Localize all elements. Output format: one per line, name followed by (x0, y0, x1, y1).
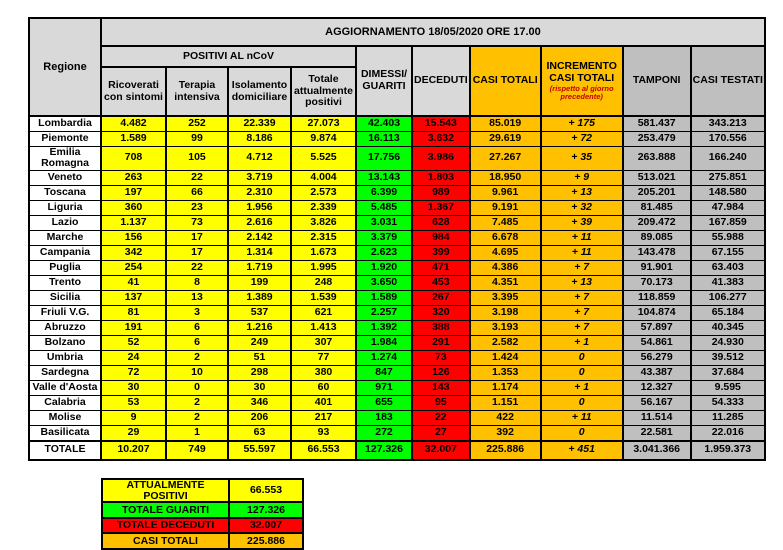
cell-dimessi-guariti: 2.623 (356, 246, 412, 261)
cell-dimessi-guariti: 1.274 (356, 351, 412, 366)
cell-totale-positivi: 380 (291, 366, 356, 381)
cell-casi-totali: 3.193 (470, 321, 541, 336)
cell-tamponi: 513.021 (623, 171, 691, 186)
cell-isolamento: 2.142 (228, 231, 291, 246)
cell-deceduti: 22 (412, 411, 470, 426)
header-casi-totali: CASI TOTALI (470, 46, 541, 116)
cell-tamponi: 54.861 (623, 336, 691, 351)
cell-casi-testati: 47.984 (691, 201, 765, 216)
cell-dimessi-guariti: 13.143 (356, 171, 412, 186)
cell-region: Abruzzo (29, 321, 101, 336)
cell-tamponi: 89.085 (623, 231, 691, 246)
totale-row (29, 441, 765, 460)
cell-incremento: + 72 (541, 131, 623, 146)
cell-tamponi: 209.472 (623, 216, 691, 231)
header-isolamento: Isolamento domiciliare (228, 67, 291, 116)
cell-incremento: + 13 (541, 186, 623, 201)
cell-incremento: + 35 (541, 146, 623, 171)
table-row (29, 216, 765, 231)
cell-incremento: + 451 (541, 441, 623, 460)
cell-isolamento: 51 (228, 351, 291, 366)
header-incremento-note: (rispetto al giorno precedente) (549, 83, 614, 101)
cell-totale-positivi: 4.004 (291, 171, 356, 186)
cell-region: Piemonte (29, 131, 101, 146)
cell-dimessi-guariti: 655 (356, 396, 412, 411)
covid-regions-table (28, 17, 766, 461)
cell-casi-testati: 41.383 (691, 276, 765, 291)
cell-ricoverati: 360 (101, 201, 166, 216)
cell-terapia-intensiva: 66 (166, 186, 228, 201)
cell-totale-positivi: 66.553 (291, 441, 356, 460)
cell-ricoverati: 1.589 (101, 131, 166, 146)
cell-isolamento: 3.719 (228, 171, 291, 186)
summary-row (102, 533, 303, 549)
cell-deceduti: 32.007 (412, 441, 470, 460)
cell-casi-testati: 37.684 (691, 366, 765, 381)
cell-tamponi: 143.478 (623, 246, 691, 261)
cell-casi-totali: 27.267 (470, 146, 541, 171)
cell-totale-positivi: 217 (291, 411, 356, 426)
cell-casi-totali: 4.351 (470, 276, 541, 291)
cell-region: Molise (29, 411, 101, 426)
cell-deceduti: 453 (412, 276, 470, 291)
table-row (29, 171, 765, 186)
cell-dimessi-guariti: 42.403 (356, 116, 412, 131)
cell-tamponi: 12.327 (623, 381, 691, 396)
table-row (29, 366, 765, 381)
cell-terapia-intensiva: 99 (166, 131, 228, 146)
cell-dimessi-guariti: 17.756 (356, 146, 412, 171)
header-group-positivi: POSITIVI AL nCoV (101, 46, 356, 67)
summary-value: 66.553 (229, 479, 303, 502)
cell-incremento: 0 (541, 396, 623, 411)
cell-terapia-intensiva: 22 (166, 261, 228, 276)
cell-incremento: + 32 (541, 201, 623, 216)
cell-casi-testati: 54.333 (691, 396, 765, 411)
cell-isolamento: 249 (228, 336, 291, 351)
cell-deceduti: 3.632 (412, 131, 470, 146)
cell-ricoverati: 24 (101, 351, 166, 366)
cell-isolamento: 1.314 (228, 246, 291, 261)
cell-region: Lazio (29, 216, 101, 231)
cell-ricoverati: 191 (101, 321, 166, 336)
cell-casi-testati: 55.988 (691, 231, 765, 246)
table-row (29, 381, 765, 396)
cell-casi-totali: 6.678 (470, 231, 541, 246)
cell-tamponi: 70.173 (623, 276, 691, 291)
cell-totale-positivi: 1.413 (291, 321, 356, 336)
table-row (29, 396, 765, 411)
cell-isolamento: 1.956 (228, 201, 291, 216)
cell-casi-testati: 170.556 (691, 131, 765, 146)
cell-casi-totali: 9.961 (470, 186, 541, 201)
cell-deceduti: 320 (412, 306, 470, 321)
cell-dimessi-guariti: 6.399 (356, 186, 412, 201)
cell-incremento: + 9 (541, 171, 623, 186)
cell-dimessi-guariti: 183 (356, 411, 412, 426)
cell-dimessi-guariti: 272 (356, 426, 412, 441)
cell-totale-positivi: 1.673 (291, 246, 356, 261)
cell-ricoverati: 708 (101, 146, 166, 171)
table-row (29, 351, 765, 366)
cell-totale-positivi: 307 (291, 336, 356, 351)
cell-totale-positivi: 2.339 (291, 201, 356, 216)
cell-tamponi: 3.041.366 (623, 441, 691, 460)
cell-ricoverati: 9 (101, 411, 166, 426)
cell-casi-totali: 1.174 (470, 381, 541, 396)
cell-casi-totali: 3.395 (470, 291, 541, 306)
cell-tamponi: 57.897 (623, 321, 691, 336)
table-row (29, 116, 765, 131)
cell-totale-positivi: 60 (291, 381, 356, 396)
cell-tamponi: 118.859 (623, 291, 691, 306)
cell-casi-totali: 2.582 (470, 336, 541, 351)
cell-deceduti: 267 (412, 291, 470, 306)
table-row (29, 261, 765, 276)
cell-dimessi-guariti: 5.485 (356, 201, 412, 216)
summary-label: CASI TOTALI (102, 533, 229, 549)
cell-casi-testati: 67.155 (691, 246, 765, 261)
cell-terapia-intensiva: 8 (166, 276, 228, 291)
cell-incremento: 0 (541, 366, 623, 381)
cell-totale-positivi: 2.573 (291, 186, 356, 201)
header-ricoverati: Ricoverati con sintomi (101, 67, 166, 116)
cell-tamponi: 91.901 (623, 261, 691, 276)
cell-tamponi: 81.485 (623, 201, 691, 216)
cell-ricoverati: 254 (101, 261, 166, 276)
cell-terapia-intensiva: 6 (166, 321, 228, 336)
cell-ricoverati: 41 (101, 276, 166, 291)
cell-deceduti: 399 (412, 246, 470, 261)
cell-tamponi: 263.888 (623, 146, 691, 171)
cell-casi-testati: 167.859 (691, 216, 765, 231)
cell-ricoverati: 72 (101, 366, 166, 381)
cell-terapia-intensiva: 2 (166, 411, 228, 426)
cell-totale-positivi: 2.315 (291, 231, 356, 246)
summary-row (102, 502, 303, 518)
cell-isolamento: 1.389 (228, 291, 291, 306)
cell-tamponi: 22.581 (623, 426, 691, 441)
table-row (29, 426, 765, 441)
cell-deceduti: 984 (412, 231, 470, 246)
cell-deceduti: 628 (412, 216, 470, 231)
cell-totale-positivi: 5.525 (291, 146, 356, 171)
cell-deceduti: 989 (412, 186, 470, 201)
cell-incremento: + 175 (541, 116, 623, 131)
cell-region: Valle d'Aosta (29, 381, 101, 396)
cell-casi-testati: 63.403 (691, 261, 765, 276)
cell-terapia-intensiva: 73 (166, 216, 228, 231)
header-incremento (541, 46, 623, 116)
cell-totale-positivi: 3.826 (291, 216, 356, 231)
cell-isolamento: 22.339 (228, 116, 291, 131)
cell-totale-positivi: 1.539 (291, 291, 356, 306)
cell-casi-testati: 9.595 (691, 381, 765, 396)
cell-region: Campania (29, 246, 101, 261)
cell-isolamento: 55.597 (228, 441, 291, 460)
cell-region: Calabria (29, 396, 101, 411)
table-row (29, 146, 765, 171)
cell-region: Friuli V.G. (29, 306, 101, 321)
cell-tamponi: 56.279 (623, 351, 691, 366)
cell-dimessi-guariti: 2.257 (356, 306, 412, 321)
cell-deceduti: 3.986 (412, 146, 470, 171)
cell-casi-totali: 1.424 (470, 351, 541, 366)
cell-incremento: 0 (541, 351, 623, 366)
cell-casi-totali: 3.198 (470, 306, 541, 321)
header-terapia-intensiva: Terapia intensiva (166, 67, 228, 116)
table-row (29, 411, 765, 426)
cell-deceduti: 126 (412, 366, 470, 381)
cell-terapia-intensiva: 17 (166, 246, 228, 261)
cell-region: Puglia (29, 261, 101, 276)
cell-casi-totali: 392 (470, 426, 541, 441)
cell-terapia-intensiva: 0 (166, 381, 228, 396)
cell-isolamento: 346 (228, 396, 291, 411)
cell-deceduti: 471 (412, 261, 470, 276)
cell-isolamento: 8.186 (228, 131, 291, 146)
header-regione: Regione (29, 18, 101, 116)
cell-isolamento: 4.712 (228, 146, 291, 171)
table-row (29, 246, 765, 261)
cell-region: Bolzano (29, 336, 101, 351)
cell-deceduti: 291 (412, 336, 470, 351)
summary-body (102, 479, 303, 549)
cell-casi-testati: 11.285 (691, 411, 765, 426)
cell-deceduti: 95 (412, 396, 470, 411)
cell-casi-totali: 4.386 (470, 261, 541, 276)
cell-deceduti: 27 (412, 426, 470, 441)
summary-label: TOTALE GUARITI (102, 502, 229, 518)
cell-terapia-intensiva: 13 (166, 291, 228, 306)
table-row (29, 231, 765, 246)
cell-casi-testati: 65.184 (691, 306, 765, 321)
cell-region: Liguria (29, 201, 101, 216)
cell-deceduti: 1.803 (412, 171, 470, 186)
cell-incremento: + 7 (541, 291, 623, 306)
cell-terapia-intensiva: 105 (166, 146, 228, 171)
cell-dimessi-guariti: 1.984 (356, 336, 412, 351)
cell-totale-positivi: 621 (291, 306, 356, 321)
cell-incremento: + 7 (541, 321, 623, 336)
cell-totale-positivi: 248 (291, 276, 356, 291)
cell-deceduti: 388 (412, 321, 470, 336)
cell-terapia-intensiva: 252 (166, 116, 228, 131)
cell-terapia-intensiva: 17 (166, 231, 228, 246)
header-casi-testati: CASI TESTATI (691, 46, 765, 116)
summary-value: 127.326 (229, 502, 303, 518)
cell-casi-testati: 343.213 (691, 116, 765, 131)
cell-tamponi: 253.479 (623, 131, 691, 146)
header-deceduti: DECEDUTI (412, 46, 470, 116)
cell-isolamento: 2.616 (228, 216, 291, 231)
cell-ricoverati: 263 (101, 171, 166, 186)
cell-region: Marche (29, 231, 101, 246)
cell-isolamento: 537 (228, 306, 291, 321)
cell-casi-totali: 4.695 (470, 246, 541, 261)
summary-value: 225.886 (229, 533, 303, 549)
cell-incremento: + 11 (541, 411, 623, 426)
table-row (29, 186, 765, 201)
cell-dimessi-guariti: 1.589 (356, 291, 412, 306)
cell-dimessi-guariti: 3.379 (356, 231, 412, 246)
cell-terapia-intensiva: 2 (166, 396, 228, 411)
cell-tamponi: 205.201 (623, 186, 691, 201)
cell-isolamento: 30 (228, 381, 291, 396)
summary-label: TOTALE DECEDUTI (102, 518, 229, 534)
cell-isolamento: 298 (228, 366, 291, 381)
cell-casi-testati: 148.580 (691, 186, 765, 201)
cell-casi-totali: 1.151 (470, 396, 541, 411)
cell-ricoverati: 156 (101, 231, 166, 246)
cell-terapia-intensiva: 23 (166, 201, 228, 216)
cell-isolamento: 199 (228, 276, 291, 291)
table-row (29, 131, 765, 146)
cell-dimessi-guariti: 1.392 (356, 321, 412, 336)
header-tamponi: TAMPONI (623, 46, 691, 116)
cell-region: Emilia Romagna (29, 146, 101, 171)
cell-casi-totali: 1.353 (470, 366, 541, 381)
cell-incremento: + 1 (541, 336, 623, 351)
cell-totale-positivi: 93 (291, 426, 356, 441)
cell-totale-positivi: 401 (291, 396, 356, 411)
cell-tamponi: 11.514 (623, 411, 691, 426)
cell-incremento: + 13 (541, 276, 623, 291)
cell-casi-totali: 85.019 (470, 116, 541, 131)
cell-isolamento: 206 (228, 411, 291, 426)
cell-ricoverati: 52 (101, 336, 166, 351)
cell-terapia-intensiva: 22 (166, 171, 228, 186)
cell-ricoverati: 30 (101, 381, 166, 396)
table-row (29, 336, 765, 351)
header-dimessi-guariti: DIMESSI/ GUARITI (356, 46, 412, 116)
cell-totale-positivi: 77 (291, 351, 356, 366)
cell-dimessi-guariti: 16.113 (356, 131, 412, 146)
cell-deceduti: 143 (412, 381, 470, 396)
cell-casi-totali: 29.619 (470, 131, 541, 146)
summary-row (102, 479, 303, 502)
cell-casi-testati: 106.277 (691, 291, 765, 306)
cell-ricoverati: 10.207 (101, 441, 166, 460)
cell-casi-testati: 24.930 (691, 336, 765, 351)
cell-terapia-intensiva: 749 (166, 441, 228, 460)
cell-casi-totali: 422 (470, 411, 541, 426)
cell-region: Toscana (29, 186, 101, 201)
cell-region: Trento (29, 276, 101, 291)
table-row (29, 321, 765, 336)
table-body (29, 116, 765, 460)
cell-ricoverati: 29 (101, 426, 166, 441)
cell-casi-testati: 166.240 (691, 146, 765, 171)
table-row (29, 306, 765, 321)
cell-region: Umbria (29, 351, 101, 366)
cell-dimessi-guariti: 3.650 (356, 276, 412, 291)
cell-ricoverati: 137 (101, 291, 166, 306)
cell-terapia-intensiva: 3 (166, 306, 228, 321)
cell-ricoverati: 53 (101, 396, 166, 411)
table-row (29, 291, 765, 306)
cell-region: Lombardia (29, 116, 101, 131)
cell-isolamento: 1.719 (228, 261, 291, 276)
summary-row (102, 518, 303, 534)
cell-tamponi: 581.437 (623, 116, 691, 131)
cell-incremento: + 11 (541, 246, 623, 261)
cell-incremento: + 11 (541, 231, 623, 246)
cell-terapia-intensiva: 1 (166, 426, 228, 441)
cell-terapia-intensiva: 10 (166, 366, 228, 381)
summary-value: 32.007 (229, 518, 303, 534)
cell-deceduti: 15.543 (412, 116, 470, 131)
cell-ricoverati: 4.482 (101, 116, 166, 131)
cell-region: TOTALE (29, 441, 101, 460)
cell-ricoverati: 197 (101, 186, 166, 201)
cell-region: Sicilia (29, 291, 101, 306)
cell-dimessi-guariti: 971 (356, 381, 412, 396)
cell-terapia-intensiva: 6 (166, 336, 228, 351)
cell-tamponi: 104.874 (623, 306, 691, 321)
cell-casi-testati: 40.345 (691, 321, 765, 336)
cell-casi-totali: 9.191 (470, 201, 541, 216)
cell-incremento: + 7 (541, 306, 623, 321)
cell-casi-testati: 275.851 (691, 171, 765, 186)
cell-casi-totali: 18.950 (470, 171, 541, 186)
cell-totale-positivi: 1.995 (291, 261, 356, 276)
cell-totale-positivi: 27.073 (291, 116, 356, 131)
cell-dimessi-guariti: 847 (356, 366, 412, 381)
table-title: AGGIORNAMENTO 18/05/2020 ORE 17.00 (101, 18, 765, 46)
cell-casi-testati: 1.959.373 (691, 441, 765, 460)
cell-casi-totali: 225.886 (470, 441, 541, 460)
table-row (29, 276, 765, 291)
cell-dimessi-guariti: 1.920 (356, 261, 412, 276)
cell-deceduti: 73 (412, 351, 470, 366)
cell-dimessi-guariti: 127.326 (356, 441, 412, 460)
cell-region: Basilicata (29, 426, 101, 441)
cell-ricoverati: 1.137 (101, 216, 166, 231)
cell-incremento: + 7 (541, 261, 623, 276)
cell-tamponi: 43.387 (623, 366, 691, 381)
cell-incremento: + 39 (541, 216, 623, 231)
cell-isolamento: 2.310 (228, 186, 291, 201)
table-row (29, 201, 765, 216)
cell-ricoverati: 342 (101, 246, 166, 261)
cell-totale-positivi: 9.874 (291, 131, 356, 146)
header-totale-positivi: Totale attualmente positivi (291, 67, 356, 116)
cell-dimessi-guariti: 3.031 (356, 216, 412, 231)
cell-region: Sardegna (29, 366, 101, 381)
cell-region: Veneto (29, 171, 101, 186)
cell-isolamento: 1.216 (228, 321, 291, 336)
cell-casi-testati: 39.512 (691, 351, 765, 366)
cell-ricoverati: 81 (101, 306, 166, 321)
cell-incremento: + 1 (541, 381, 623, 396)
cell-casi-totali: 7.485 (470, 216, 541, 231)
cell-tamponi: 56.167 (623, 396, 691, 411)
cell-casi-testati: 22.016 (691, 426, 765, 441)
cell-deceduti: 1.367 (412, 201, 470, 216)
summary-label: ATTUALMENTE POSITIVI (102, 479, 229, 502)
header-incremento-label: INCREMENTO CASI TOTALI (546, 60, 617, 85)
cell-isolamento: 63 (228, 426, 291, 441)
cell-incremento: 0 (541, 426, 623, 441)
summary-table (101, 478, 304, 550)
table-header (29, 18, 765, 116)
cell-terapia-intensiva: 2 (166, 351, 228, 366)
